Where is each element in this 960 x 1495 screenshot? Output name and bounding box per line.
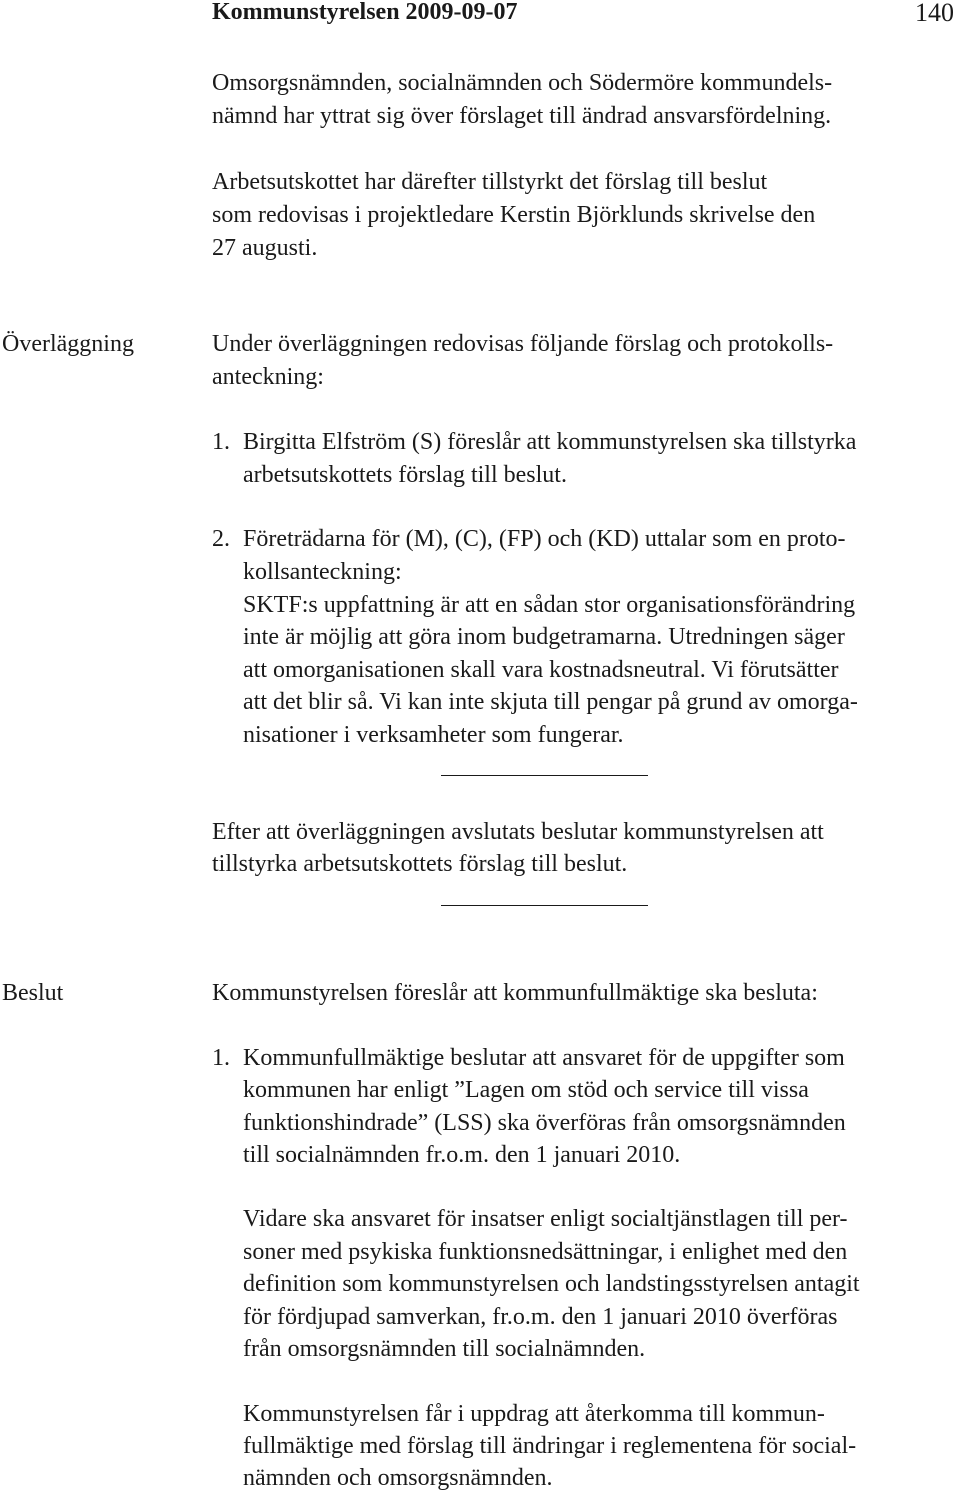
- overlaggning-item2-line-7: nisationer i verksamheter som fungerar.: [243, 722, 624, 748]
- beslut-item1-line-2: kommunen har enligt ”Lagen om stöd och service till vissa: [243, 1077, 809, 1103]
- beslut-item1-number: 1.: [212, 1045, 230, 1071]
- beslut-para2-line-3: definition som kommunstyrelsen och landstingsstyrelsen antagit: [243, 1271, 860, 1297]
- overlaggning-intro-line-1: Under överläggningen redovisas följande förslag och protokolls-: [212, 331, 834, 357]
- overlaggning-conclusion-line-1: Efter att överläggningen avslutats beslutar kommunstyrelsen att: [212, 819, 824, 845]
- beslut-item1-line-4: till socialnämnden fr.o.m. den 1 januari 2010.: [243, 1142, 681, 1168]
- overlaggning-item2-line-1: Företrädarna för (M), (C), (FP) och (KD) uttalar som en proto-: [243, 526, 846, 552]
- beslut-para2-line-4: för fördjupad samverkan, fr.o.m. den 1 januari 2010 överföras: [243, 1304, 838, 1330]
- overlaggning-item1-line-2: arbetsutskottets förslag till beslut.: [243, 462, 567, 488]
- overlaggning-item2-line-6: att det blir så. Vi kan inte skjuta till pengar på grund av omorga-: [243, 689, 858, 715]
- overlaggning-conclusion-line-2: tillstyrka arbetsutskottets förslag till beslut.: [212, 851, 628, 877]
- beslut-para3-line-1: Kommunstyrelsen får i uppdrag att återkomma till kommun-: [243, 1401, 825, 1427]
- beslut-para3-line-2: fullmäktige med förslag till ändringar i reglementena för social-: [243, 1433, 857, 1459]
- beslut-para2-line-2: soner med psykiska funktionsnedsättningar, i enlighet med den: [243, 1239, 848, 1265]
- overlaggning-item2-line-2: kollsanteckning:: [243, 559, 402, 585]
- overlaggning-item2-number: 2.: [212, 526, 230, 552]
- beslut-item1-line-3: funktionshindrade” (LSS) ska överföras från omsorgsnämnden: [243, 1110, 846, 1136]
- overlaggning-intro-line-2: anteckning:: [212, 364, 324, 390]
- beslut-intro: Kommunstyrelsen föreslår att kommunfullmäktige ska besluta:: [212, 980, 818, 1006]
- section-label-beslut: Beslut: [2, 980, 64, 1006]
- intro-p2-line-3: 27 augusti.: [212, 235, 318, 261]
- overlaggning-item1-line-1: Birgitta Elfström (S) föreslår att kommunstyrelsen ska tillstyrka: [243, 429, 857, 455]
- intro-p1-line-2: nämnd har yttrat sig över förslaget till ändrad ansvarsfördelning.: [212, 103, 832, 129]
- beslut-para2-line-5: från omsorgsnämnden till socialnämnden.: [243, 1336, 646, 1362]
- header-title: Kommunstyrelsen 2009-09-07: [212, 0, 518, 25]
- section-label-overlaggning: Överläggning: [2, 331, 134, 357]
- separator-rule-1: [441, 775, 648, 776]
- overlaggning-item1-number: 1.: [212, 429, 230, 455]
- beslut-para3-line-3: nämnden och omsorgsnämnden.: [243, 1465, 553, 1491]
- overlaggning-item2-line-5: att omorganisationen skall vara kostnadsneutral. Vi förutsätter: [243, 657, 839, 683]
- overlaggning-item2-line-4: inte är möjlig att göra inom budgetramarna. Utredningen säger: [243, 624, 845, 650]
- intro-p2-line-2: som redovisas i projektledare Kerstin Björklunds skrivelse den: [212, 202, 816, 228]
- separator-rule-2: [441, 905, 648, 906]
- overlaggning-item2-line-3: SKTF:s uppfattning är att en sådan stor organisationsförändring: [243, 592, 856, 618]
- intro-p1-line-1: Omsorgsnämnden, socialnämnden och Södermöre kommundels-: [212, 70, 833, 96]
- page-number: 140: [915, 0, 954, 27]
- intro-p2-line-1: Arbetsutskottet har därefter tillstyrkt det förslag till beslut: [212, 169, 768, 195]
- beslut-item1-line-1: Kommunfullmäktige beslutar att ansvaret för de uppgifter som: [243, 1045, 845, 1071]
- beslut-para2-line-1: Vidare ska ansvaret för insatser enligt socialtjänstlagen till per-: [243, 1206, 848, 1232]
